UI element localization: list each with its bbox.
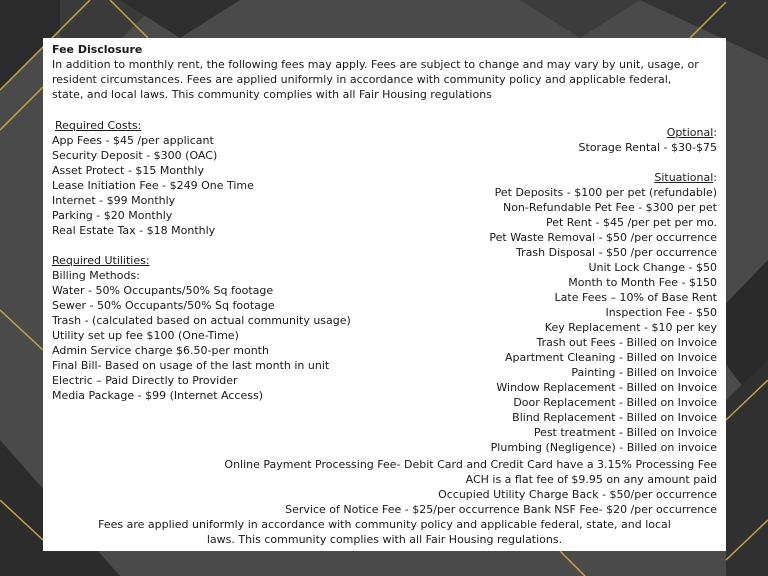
list-item: Non-Refundable Pet Fee - $300 per pet [502, 201, 717, 214]
list-item: Trash Disposal - $50 /per occurrence [516, 246, 717, 259]
required-utilities-heading: Required Utilities: [52, 254, 150, 267]
required-costs-heading: Required Costs: [55, 119, 142, 132]
list-item: Unit Lock Change - $50 [588, 261, 717, 274]
list-item: Lease Initiation Fee - $249 One Time [52, 179, 254, 192]
list-item: Parking - $20 Monthly [52, 209, 173, 222]
list-item: Utility set up fee $100 (One-Time) [52, 329, 239, 342]
intro-paragraph: In addition to monthly rent, the following fees may apply. Fees are subject to change and may vary by unit, usage, or resident circumstances. Fees are applied uniformly in accordance with community policy and applicable federal, state, and local laws. This community complies with all Fair Housing regulations [52, 58, 699, 101]
list-item: Window Replacement - Billed on Invoice [496, 381, 717, 394]
list-item: Pet Deposits - $100 per pet (refundable) [494, 186, 717, 199]
list-item: Internet - $99 Monthly [52, 194, 176, 207]
document-title: Fee Disclosure [52, 43, 143, 56]
list-item: Storage Rental - $30-$75 [578, 141, 717, 154]
list-item: Billing Methods: [52, 269, 140, 282]
list-item: Late Fees – 10% of Base Rent [554, 291, 717, 304]
payment-line: Occupied Utility Charge Back - $50/per occurrence [438, 488, 717, 501]
payment-fees [224, 457, 717, 517]
list-item: Electric – Paid Directly to Provider [52, 374, 238, 387]
closing-statement: Fees are applied uniformly in accordance with community policy and applicable federal, state, and local laws. This community complies with all Fair Housing regulations. [98, 518, 671, 546]
payment-line: ACH is a flat fee of $9.95 on any amount paid [465, 473, 717, 486]
list-item: Asset Protect - $15 Monthly [52, 164, 204, 177]
list-item: Pet Rent - $45 /per pet per mo. [545, 216, 717, 229]
list-item: Sewer - 50% Occupants/50% Sq footage [52, 299, 275, 312]
list-item: Pest treatment - Billed on Invoice [533, 426, 717, 439]
list-item: Admin Service charge $6.50-per month [52, 344, 269, 357]
payment-line: Online Payment Processing Fee- Debit Card and Credit Card have a 3.15% Processing Fee [224, 458, 717, 471]
list-item: Apartment Cleaning - Billed on Invoice [504, 351, 717, 364]
list-item: Painting - Billed on Invoice [571, 366, 717, 379]
situational-heading: Situational [654, 171, 714, 184]
right-column [317, 125, 717, 455]
situational-heading-row: Situational: [654, 171, 717, 184]
list-item: Pet Waste Removal - $50 /per occurrence [489, 231, 717, 244]
payment-line: Service of Notice Fee - $25/per occurrence Bank NSF Fee- $20 /per occurrence [285, 503, 717, 516]
optional-heading-row: Optional: [666, 126, 717, 139]
list-item: Month to Month Fee - $150 [568, 276, 717, 289]
list-item: Plumbing (Negligence) - Billed on invoice [490, 441, 717, 454]
list-item: Water - 50% Occupants/50% Sq footage [52, 284, 274, 297]
list-item: Door Replacement - Billed on Invoice [513, 396, 717, 409]
list-item: Media Package - $99 (Internet Access) [52, 389, 263, 402]
list-item: App Fees - $45 /per applicant [52, 134, 214, 147]
list-item: Final Bill- Based on usage of the last month in unit [52, 359, 330, 372]
list-item: Trash - (calculated based on actual community usage) [52, 314, 351, 327]
list-item: Key Replacement - $10 per key [544, 321, 717, 334]
list-item: Trash out Fees - Billed on Invoice [536, 336, 717, 349]
list-item: Inspection Fee - $50 [605, 306, 717, 319]
list-item: Security Deposit - $300 (OAC) [52, 149, 218, 162]
fee-disclosure-card [43, 38, 726, 551]
list-item: Blind Replacement - Billed on Invoice [512, 411, 717, 424]
optional-heading: Optional [666, 126, 714, 139]
list-item: Real Estate Tax - $18 Monthly [52, 224, 216, 237]
